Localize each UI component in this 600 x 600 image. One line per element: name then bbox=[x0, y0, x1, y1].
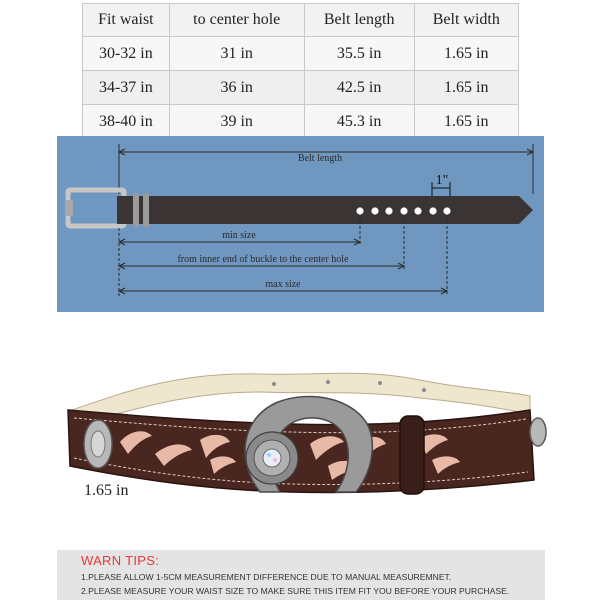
left-concho-center bbox=[91, 431, 105, 457]
belt-width-label: 1.65 in bbox=[84, 482, 129, 499]
cell-fit-waist: 38-40 in bbox=[83, 105, 170, 139]
belt-keeper-loop bbox=[400, 416, 424, 494]
hole-spacing-label: 1" bbox=[435, 173, 449, 188]
buckle-tongue-bar bbox=[65, 200, 73, 216]
header-belt-width: Belt width bbox=[414, 4, 518, 37]
cell-belt-width: 1.65 in bbox=[414, 105, 518, 139]
belt-measurement-diagram bbox=[57, 136, 544, 312]
belt-rivet bbox=[326, 380, 330, 384]
belt-rivet bbox=[272, 382, 276, 386]
header-belt-length: Belt length bbox=[304, 4, 414, 37]
table-row bbox=[83, 37, 519, 71]
belt-hole bbox=[443, 207, 450, 214]
warn-tip-1: 1.PLEASE ALLOW 1-5CM MEASUREMENT DIFFERENCE DUE TO MANUAL MEASUREMNET. bbox=[81, 572, 452, 582]
warn-tips-title: WARN TIPS: bbox=[81, 553, 160, 568]
belt-rivet bbox=[422, 388, 426, 392]
cell-belt-length: 42.5 in bbox=[304, 71, 414, 105]
buckle-frame bbox=[68, 190, 124, 226]
belt-hole bbox=[371, 207, 378, 214]
right-concho bbox=[530, 418, 546, 446]
cell-belt-width: 1.65 in bbox=[414, 71, 518, 105]
belt-strap bbox=[117, 196, 533, 224]
belt-length-label: Belt length bbox=[297, 153, 343, 164]
cell-belt-length: 45.3 in bbox=[304, 105, 414, 139]
table-row bbox=[83, 71, 519, 105]
cell-belt-width: 1.65 in bbox=[414, 37, 518, 71]
header-center-hole: to center hole bbox=[169, 4, 304, 37]
sunflower-concho bbox=[246, 432, 298, 484]
warn-tip-2: 2.PLEASE MEASURE YOUR WAIST SIZE TO MAKE SURE THIS ITEM FIT YOU BEFORE YOUR PURCHASE. bbox=[81, 586, 510, 596]
belt-keeper bbox=[143, 193, 149, 227]
belt-hole bbox=[414, 207, 421, 214]
belt-rivet bbox=[378, 381, 382, 385]
size-table-header-row bbox=[83, 4, 519, 37]
center-hole-label: from inner end of buckle to the center hole bbox=[177, 254, 349, 265]
cell-center-hole: 39 in bbox=[169, 105, 304, 139]
warn-tips-panel bbox=[57, 550, 545, 600]
belt-keeper bbox=[133, 193, 139, 227]
cell-fit-waist: 30-32 in bbox=[83, 37, 170, 71]
belt-hole bbox=[356, 207, 363, 214]
min-size-label: min size bbox=[222, 230, 256, 241]
diagram-svg bbox=[57, 136, 544, 312]
belt-hole bbox=[385, 207, 392, 214]
belt-front-strap bbox=[68, 410, 534, 493]
cell-center-hole: 31 in bbox=[169, 37, 304, 71]
size-table bbox=[82, 3, 519, 139]
header-fit-waist: Fit waist bbox=[83, 4, 170, 37]
table-row bbox=[83, 105, 519, 139]
max-size-label: max size bbox=[265, 279, 301, 290]
cell-center-hole: 36 in bbox=[169, 71, 304, 105]
cell-belt-length: 35.5 in bbox=[304, 37, 414, 71]
belt-hole bbox=[429, 207, 436, 214]
belt-hole bbox=[400, 207, 407, 214]
cell-fit-waist: 34-37 in bbox=[83, 71, 170, 105]
belt-product-photo bbox=[60, 362, 560, 507]
